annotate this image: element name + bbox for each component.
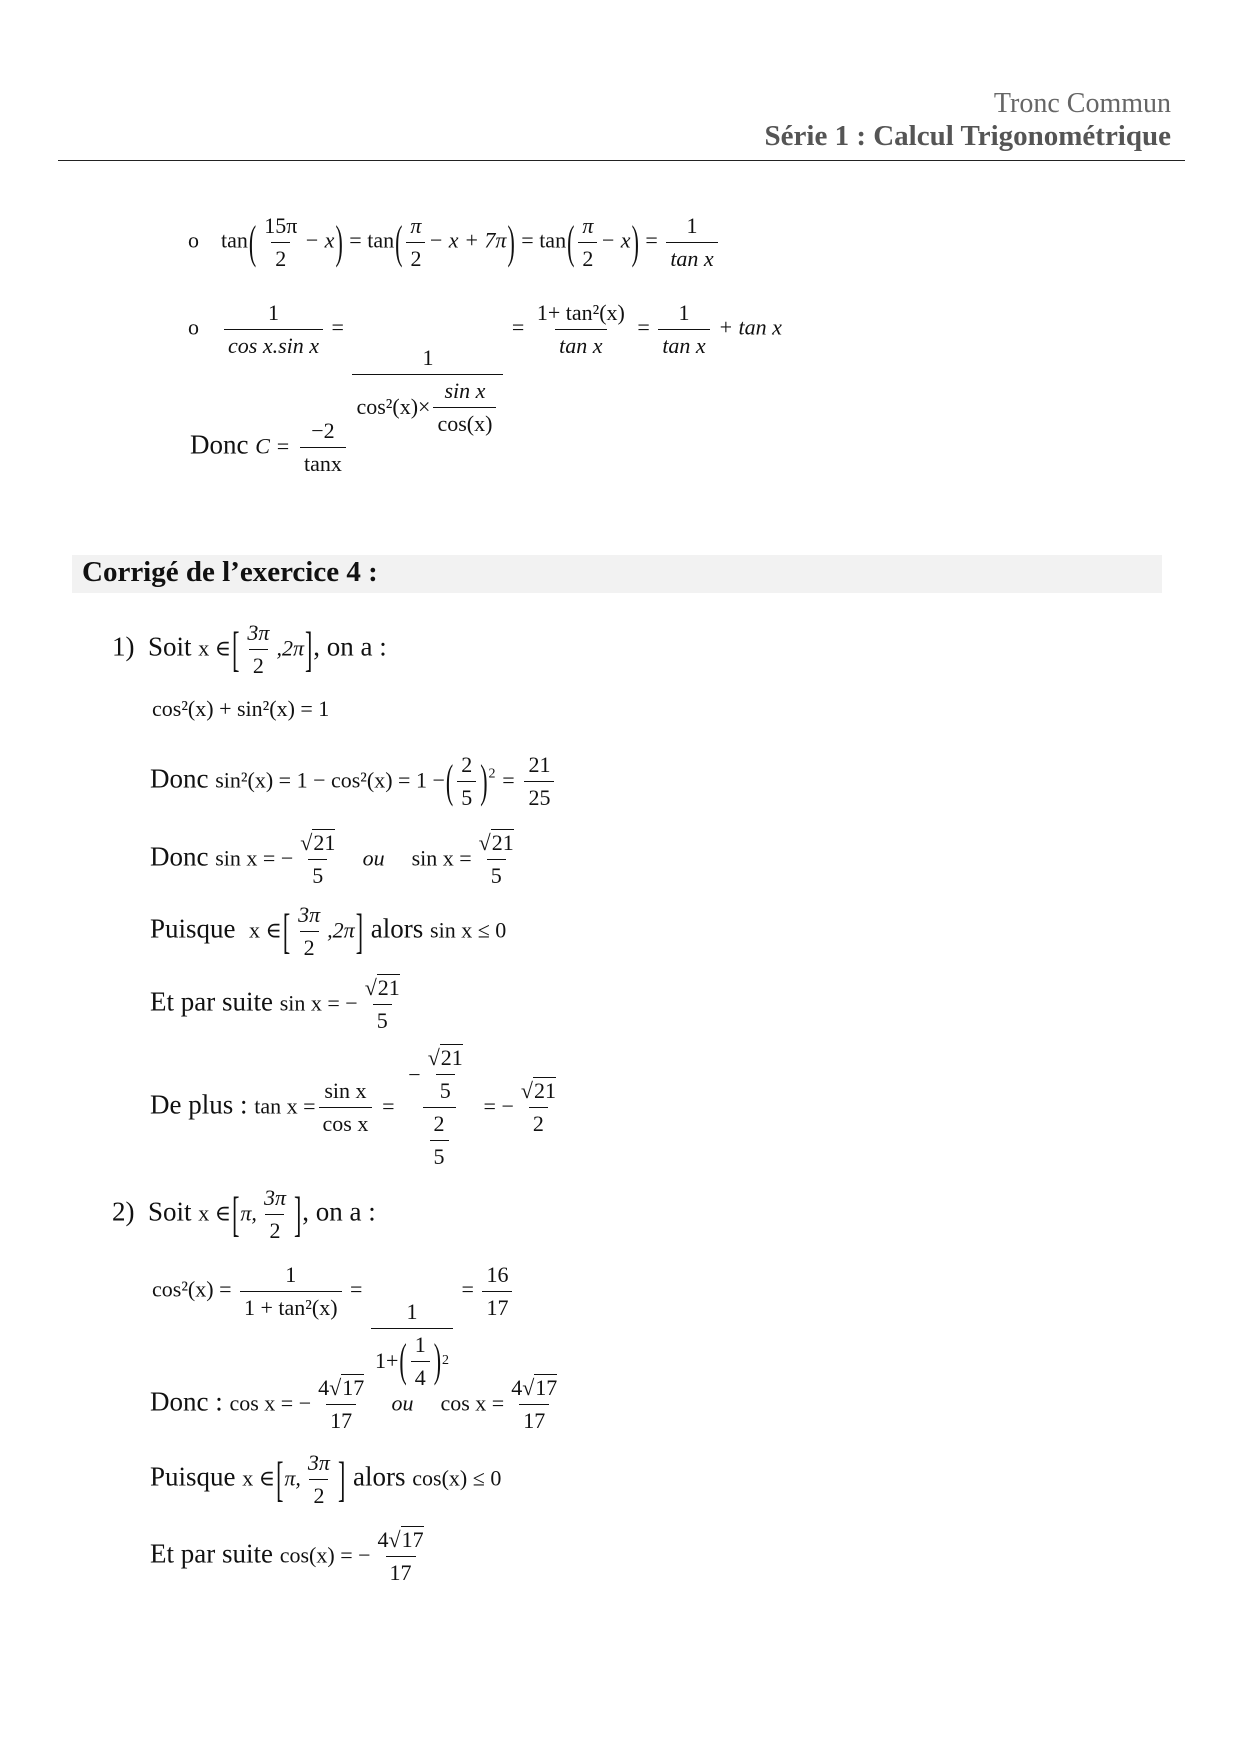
cos2-eq: cos²(x) = xyxy=(152,1276,232,1302)
sqrt17: 17 xyxy=(342,1375,365,1400)
den: cos x.sin x xyxy=(224,329,323,359)
et-par-suite-label: Et par suite xyxy=(150,1538,273,1569)
num: 1 xyxy=(406,1298,418,1324)
puisque-label: Puisque xyxy=(150,1461,236,1492)
den: 5 xyxy=(487,859,506,889)
frac-pi-2 xyxy=(406,213,425,272)
den: 1 + tan²(x) xyxy=(240,1291,342,1321)
den: cos(x) xyxy=(433,407,496,437)
cos2x: cos²(x)× xyxy=(356,394,431,420)
frac-sqrt21-5-b: $\frac{√21}{5}$ xyxy=(478,830,514,888)
one-plus: 1+ xyxy=(374,1348,399,1374)
tan-label-2: tan xyxy=(367,227,395,253)
q1-tan xyxy=(150,1045,563,1170)
minus-x: − x xyxy=(304,227,335,253)
two-pi: ,2π xyxy=(327,917,355,943)
ou: ou xyxy=(362,845,385,871)
q2-intro: 2) Soit x ∈[π, $\frac{3\pi}{2}$ ], on a : xyxy=(112,1185,376,1243)
num: π xyxy=(410,213,422,238)
donc-label: Donc xyxy=(190,429,249,460)
formula-1-over-cos-sin xyxy=(188,300,782,437)
q2-et-par-suite xyxy=(150,1527,431,1586)
num: 3π xyxy=(263,1185,286,1210)
frac-3pi-2 xyxy=(260,1185,290,1244)
num: 1+ tan²(x) xyxy=(536,300,625,325)
den: 5 xyxy=(457,781,476,811)
num: 1 xyxy=(414,1331,426,1357)
frac-1-tanx xyxy=(666,213,717,272)
header-series-title: Série 1 : Calcul Trigonométrique xyxy=(764,120,1171,152)
de-plus-label: De plus : xyxy=(150,1089,248,1120)
den: tan x xyxy=(555,329,606,359)
header-course: Tronc Commun xyxy=(993,88,1171,119)
num: 1 xyxy=(678,300,690,325)
den: cos x xyxy=(319,1107,373,1137)
minus-x-2: − x xyxy=(600,227,631,253)
on-a: , on a : xyxy=(313,631,387,662)
den: 17 xyxy=(386,1556,416,1586)
q1-identity: cos²(x) + sin²(x) = 1 xyxy=(152,696,330,721)
num: 2 xyxy=(433,1111,445,1136)
frac-minus2-tanx xyxy=(300,418,346,477)
q1-puisque: Puisque x ∈[ $\frac{3\pi}{2}$ ,2π] alors sin x ≤ 0 xyxy=(150,902,507,960)
frac-sin-cos xyxy=(433,378,496,437)
two-pi: ,2π xyxy=(276,635,304,661)
num: 3π xyxy=(298,902,321,927)
donc-label: Donc xyxy=(150,841,209,872)
frac-15pi-2 xyxy=(260,213,301,272)
sin-le-0: sin x ≤ 0 xyxy=(430,917,507,943)
section-title: Corrigé de l’exercice 4 : xyxy=(82,556,378,588)
den: tanx xyxy=(300,447,346,477)
den: 5 xyxy=(430,1140,449,1170)
sqrt21: 21 xyxy=(440,1045,463,1070)
frac-1-tanx-2 xyxy=(658,300,709,359)
q1-sin-values xyxy=(150,830,521,889)
den xyxy=(352,374,503,437)
frac-2-5-inner xyxy=(430,1111,449,1170)
num: 2 xyxy=(461,752,473,777)
formula-tan-15pi: o tan( $\frac{15\pi}{2}$ − x) = tan( $\frac{\pi}{2}$ − x + 7π) = tan( $\frac{\pi}{2}$ − x) = $\frac{1}{\text{tan x}}$ xyxy=(188,213,721,272)
tan-label: tan xyxy=(221,227,248,253)
frac-sqrt21-5: $\frac{√21}{5}$ xyxy=(300,830,336,888)
tan-label-3: tan xyxy=(539,227,567,253)
frac-1-1plus-quarter-sq: 1 1+ ( $\frac{1}{4}$ ) 2 xyxy=(371,1299,453,1391)
den: 2 xyxy=(300,931,319,961)
frac-1plustan2-tanx xyxy=(533,300,629,359)
coef: 4 xyxy=(377,1527,389,1552)
sin-eq-minus: sin x = − xyxy=(279,990,358,1016)
den: 2 xyxy=(529,1107,548,1137)
sin2-expr: sin²(x) = 1 − cos²(x) = 1 − xyxy=(215,767,445,793)
frac-sqrt21-5: $\frac{√21}{5}$ xyxy=(364,975,400,1033)
alors-label: alors xyxy=(353,1461,406,1492)
frac-pi-2b xyxy=(578,213,597,272)
eq-3: = xyxy=(637,314,650,340)
num: 1 xyxy=(268,300,280,325)
sqrt21: 21 xyxy=(377,975,400,1000)
bullet-2: o xyxy=(188,314,199,340)
c-eq: C = xyxy=(255,433,291,459)
minus-x-plus-7pi: − x + 7π xyxy=(428,227,507,253)
frac-21-25 xyxy=(524,752,554,811)
den: 2 xyxy=(265,1214,284,1244)
q1-label: 1) xyxy=(112,631,135,662)
frac-3pi-2 xyxy=(294,902,324,961)
den: 2 xyxy=(271,242,290,272)
frac-complex xyxy=(404,1045,474,1170)
sin-eq: sin x = xyxy=(411,845,472,871)
cos-le-0: cos(x) ≤ 0 xyxy=(412,1465,502,1491)
frac-3pi-2 xyxy=(304,1450,334,1509)
pi-comma: π, xyxy=(284,1465,301,1491)
cos-eq-minus: cos(x) = − xyxy=(279,1542,371,1568)
num: 1 xyxy=(686,213,698,238)
num: π xyxy=(582,213,594,238)
den: 17 xyxy=(519,1404,549,1434)
sqrt21: 21 xyxy=(533,1078,556,1103)
donc-label: Donc : xyxy=(150,1386,223,1417)
on-a: , on a : xyxy=(302,1196,376,1227)
eq: = xyxy=(382,1093,395,1119)
eq-3: = xyxy=(645,227,658,253)
eq: = xyxy=(331,314,344,340)
puisque-label: Puisque xyxy=(150,913,236,944)
frac-1-cos2-times-tan xyxy=(352,345,503,437)
frac-3pi-2 xyxy=(243,620,273,679)
eq-2: = xyxy=(521,227,534,253)
num: 1 xyxy=(422,344,434,370)
q2-cos-values xyxy=(150,1375,564,1434)
pi-comma: π, xyxy=(240,1200,257,1226)
num: 15π xyxy=(264,213,298,238)
bullet-1: o xyxy=(188,227,199,253)
eq-2: = xyxy=(511,314,525,340)
soit-label: Soit xyxy=(148,631,192,662)
alors-label: alors xyxy=(370,913,424,944)
sin-eq-minus: sin x = − xyxy=(215,845,294,871)
num: 1 xyxy=(285,1262,297,1287)
tan-eq: tan x = xyxy=(254,1093,316,1119)
x-in: x ∈ xyxy=(249,917,282,943)
num: sin x xyxy=(444,377,486,403)
den: 2 xyxy=(406,242,425,272)
frac-4sqrt17-17: $\frac{4√17}{17}$ xyxy=(377,1527,424,1585)
et-par-suite-label: Et par suite xyxy=(150,986,273,1017)
eq: = xyxy=(349,227,362,253)
x-in: x ∈ xyxy=(198,635,232,661)
ou: ou xyxy=(391,1390,414,1416)
eq-2: = xyxy=(461,1276,474,1302)
conclusion-c xyxy=(190,418,349,477)
x-in: x ∈ xyxy=(198,1200,232,1226)
q2-puisque: Puisque x ∈[π, $\frac{3\pi}{2}$ ] alors cos(x) ≤ 0 xyxy=(150,1450,502,1508)
den: 2 xyxy=(578,242,597,272)
num: 3π xyxy=(247,620,270,645)
frac-16-17 xyxy=(482,1262,512,1321)
den: 17 xyxy=(482,1291,512,1321)
sqrt17: 17 xyxy=(401,1527,424,1552)
q1-intro: 1) Soit x ∈[ $\frac{3\pi}{2}$ ,2π], on a : xyxy=(112,620,387,678)
den: 4 xyxy=(411,1361,430,1391)
x-in: x ∈ xyxy=(242,1465,276,1491)
num: 16 xyxy=(486,1262,509,1287)
q1-sin2: Donc sin²(x) = 1 − cos²(x) = 1 −( $\frac{2}{5}$ )$^2$ = $\frac{21}{25}$ xyxy=(150,752,557,811)
num: −2 xyxy=(311,418,335,443)
sqrt21: 21 xyxy=(313,830,336,855)
frac-sqrt21-5-inner: $\frac{√21}{5}$ xyxy=(427,1045,463,1103)
frac-2-5 xyxy=(457,752,476,811)
q2-cos2 xyxy=(152,1262,515,1391)
den: 2 xyxy=(309,1479,328,1509)
frac-4sqrt17-17-b: $\frac{4√17}{17}$ xyxy=(511,1375,558,1433)
frac-sqrt21-2: $\frac{√21}{2}$ xyxy=(520,1078,556,1136)
num: 3π xyxy=(307,1450,330,1475)
header-rule xyxy=(58,160,1185,161)
den: tan x xyxy=(658,329,709,359)
coef: 4 xyxy=(511,1375,523,1400)
q2-label: 2) xyxy=(112,1196,135,1227)
den: 5 xyxy=(373,1004,392,1034)
eq: = xyxy=(502,767,515,793)
frac-sin-cos xyxy=(319,1078,373,1137)
frac-1-cosx-sinx xyxy=(224,300,323,359)
sqrt21: 21 xyxy=(491,830,514,855)
eq-minus: = − xyxy=(483,1093,514,1119)
donc-label: Donc xyxy=(150,763,209,794)
sqrt17: 17 xyxy=(535,1375,558,1400)
den: 25 xyxy=(524,781,554,811)
den: 5 xyxy=(436,1074,455,1104)
num: 21 xyxy=(528,752,551,777)
eq: = xyxy=(350,1276,363,1302)
plus-tan-x: + tan x xyxy=(718,314,782,340)
exp: 2 xyxy=(442,1353,450,1369)
exp: 2 xyxy=(488,766,496,782)
minus: − xyxy=(408,1061,421,1087)
den: tan x xyxy=(666,242,717,272)
num: sin x xyxy=(324,1078,367,1103)
soit-label: Soit xyxy=(148,1196,192,1227)
q1-et-par-suite xyxy=(150,975,407,1034)
cos-eq: cos x = xyxy=(440,1390,505,1416)
den: 5 xyxy=(308,859,327,889)
frac-1-1plustan2 xyxy=(240,1262,342,1321)
coef: 4 xyxy=(318,1375,330,1400)
frac-4sqrt17-17: $\frac{4√17}{17}$ xyxy=(318,1375,365,1433)
den: 17 xyxy=(326,1404,356,1434)
den: 2 xyxy=(249,649,268,679)
cos-eq-minus: cos x = − xyxy=(229,1390,312,1416)
